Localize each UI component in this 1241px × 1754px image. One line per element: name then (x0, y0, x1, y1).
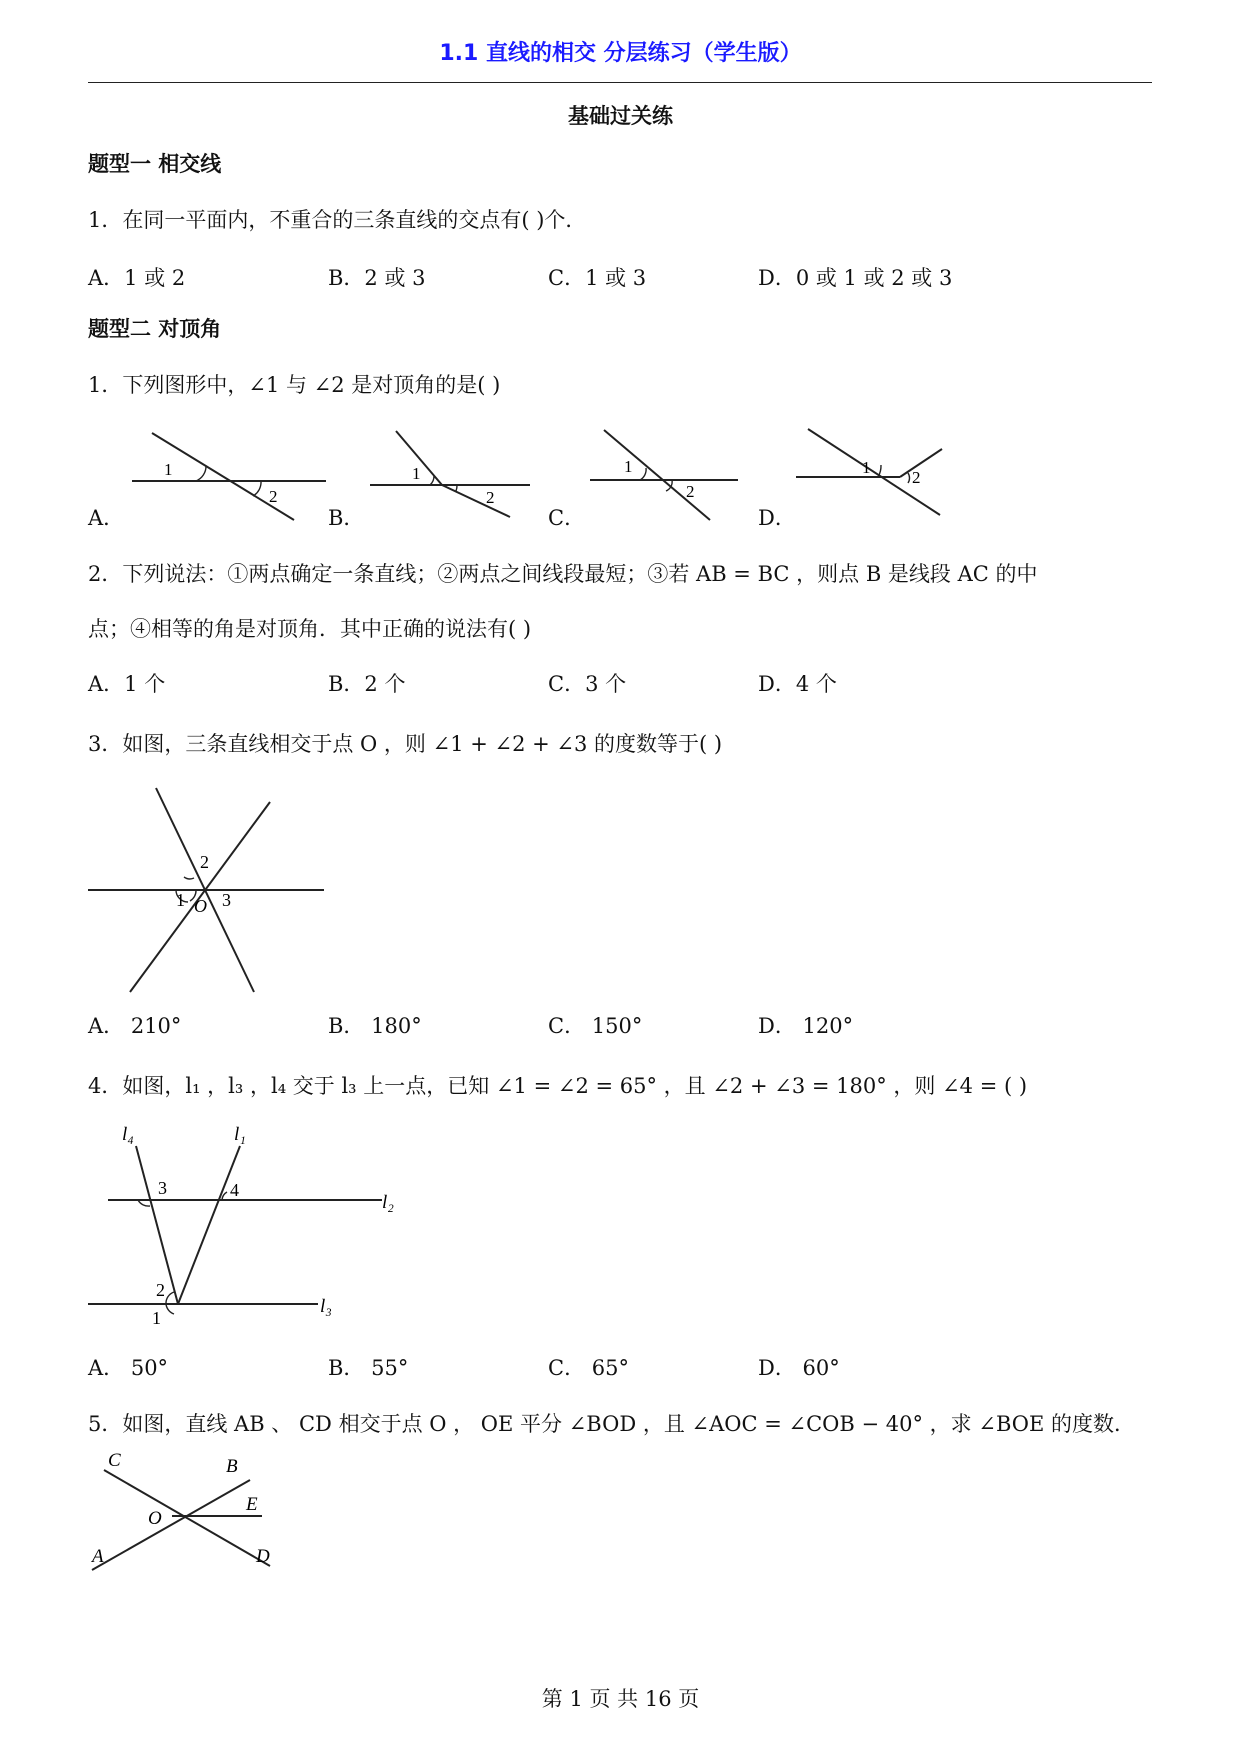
point-label-e: E (246, 1494, 258, 1515)
option-b: B． 55° (328, 1356, 409, 1380)
section-subtitle: 基础过关练 (568, 104, 673, 128)
figure-option-c (580, 425, 760, 525)
option-d: D． 120° (758, 1014, 854, 1038)
question-stem-line-1: 2．下列说法：①两点确定一条直线；②两点之间线段最短；③若 AB = BC ，则点 B 是线段 AC 的中 (88, 562, 1038, 586)
angle-label-2: 2 (156, 1280, 165, 1300)
document-title: 1.1 直线的相交 分层练习（学生版） (439, 41, 802, 66)
point-label-d: D (256, 1546, 270, 1567)
line-label-l1: l₁ (234, 1124, 246, 1145)
option-d: D．4 个 (758, 672, 837, 696)
angle-label-2: 2 (486, 488, 495, 507)
angle-label-2: 2 (912, 468, 921, 487)
option-c: C．3 个 (548, 672, 627, 696)
option-d: D． 60° (758, 1356, 840, 1380)
figure-option-d (790, 425, 960, 525)
option-d: D． (758, 506, 796, 530)
angle-label-3: 3 (222, 890, 231, 910)
question-stem: 3．如图，三条直线相交于点 O ，则 ∠1 + ∠2 + ∠3 的度数等于( ) (88, 732, 723, 756)
angle-label-1: 1 (164, 460, 173, 479)
angle-label-1: 1 (176, 890, 185, 910)
option-b: B． 180° (328, 1014, 422, 1038)
header-rule (88, 82, 1152, 83)
option-c: C． (548, 506, 586, 530)
option-b: B．2 个 (328, 672, 406, 696)
point-label-o: O (194, 896, 207, 916)
line-label-l3: l₃ (320, 1296, 332, 1317)
line-label-l4: l₄ (122, 1124, 134, 1145)
parallel-lines-figure (86, 1118, 416, 1338)
angle-label-3: 3 (158, 1178, 167, 1198)
section-heading-1: 题型一 相交线 (88, 152, 222, 176)
point-label-o: O (148, 1508, 162, 1529)
intersecting-lines-figure (86, 1450, 296, 1580)
option-a: A．1 个 (88, 672, 166, 696)
point-label-c: C (108, 1450, 121, 1471)
point-label-a: A (92, 1546, 104, 1567)
point-label-b: B (226, 1456, 238, 1477)
question-stem: 1．下列图形中，∠1 与 ∠2 是对顶角的是( ) (88, 373, 501, 397)
angle-label-4: 4 (230, 1180, 239, 1200)
angle-label-1: 1 (152, 1308, 161, 1328)
line-label-l2: l₂ (382, 1192, 394, 1213)
option-a: A．1 或 2 (88, 266, 186, 290)
option-a: A． 50° (88, 1356, 169, 1380)
figure-option-b (360, 425, 540, 525)
option-d: D．0 或 1 或 2 或 3 (758, 266, 953, 290)
angle-label-2: 2 (200, 852, 209, 872)
question-stem-line-2: 点；④相等的角是对顶角．其中正确的说法有( ) (88, 617, 532, 641)
question-stem: 1．在同一平面内，不重合的三条直线的交点有( )个． (88, 208, 587, 232)
option-c: C． 150° (548, 1014, 643, 1038)
option-a: A． (88, 506, 125, 530)
option-b: B．2 或 3 (328, 266, 426, 290)
angle-label-1: 1 (624, 457, 633, 476)
angle-label-1: 1 (412, 464, 421, 483)
page-footer: 第 1 页 共 16 页 (541, 1687, 700, 1711)
three-lines-figure (86, 780, 326, 996)
question-stem: 5．如图，直线 AB 、 CD 相交于点 O ， OE 平分 ∠BOD ，且 ∠AOC = ∠COB − 40° ，求 ∠BOE 的度数． (88, 1412, 1135, 1436)
figure-option-a (120, 425, 340, 525)
option-b: B． (328, 506, 365, 530)
question-stem: 4．如图，l₁ ，l₃ ，l₄ 交于 l₃ 上一点，已知 ∠1 = ∠2 = 65° ，且 ∠2 + ∠3 = 180° ，则 ∠4 = ( ) (88, 1074, 1028, 1098)
angle-label-2: 2 (269, 487, 278, 506)
option-c: C．1 或 3 (548, 266, 647, 290)
section-heading-2: 题型二 对顶角 (88, 317, 222, 341)
option-a: A． 210° (88, 1014, 182, 1038)
option-c: C． 65° (548, 1356, 629, 1380)
angle-label-1: 1 (862, 458, 871, 477)
angle-label-2: 2 (686, 482, 695, 501)
